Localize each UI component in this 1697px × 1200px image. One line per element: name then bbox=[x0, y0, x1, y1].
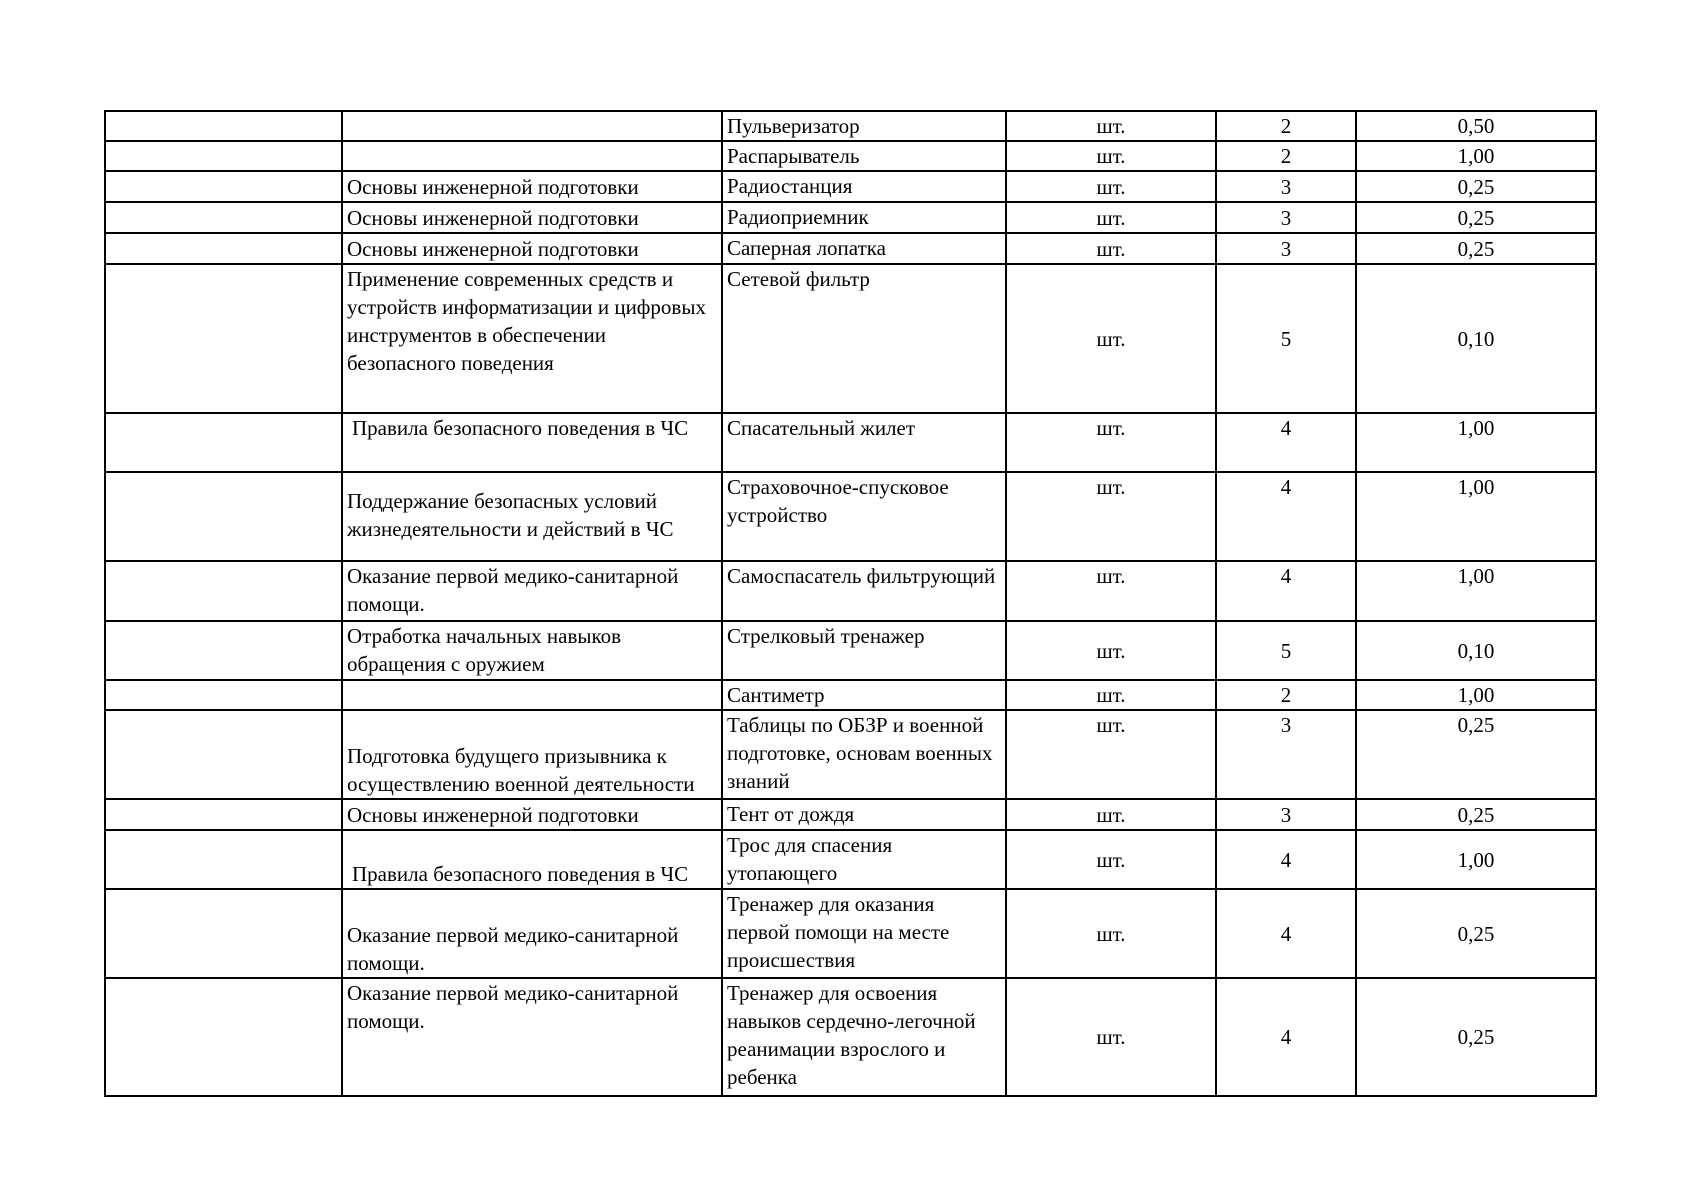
empty-cell bbox=[105, 621, 342, 680]
unit-cell: шт. bbox=[1006, 233, 1216, 264]
empty-cell bbox=[105, 710, 342, 799]
empty-cell bbox=[105, 111, 342, 141]
topic-cell: Отработка начальных навыков обращения с оружием bbox=[342, 621, 722, 680]
unit-cell: шт. bbox=[1006, 680, 1216, 710]
empty-cell bbox=[105, 141, 342, 171]
topic-cell: Основы инженерной подготовки bbox=[342, 799, 722, 830]
quantity-cell: 2 bbox=[1216, 141, 1356, 171]
empty-cell bbox=[105, 889, 342, 978]
item-name-cell: Сетевой фильтр bbox=[722, 264, 1006, 413]
item-name-cell: Распарыватель bbox=[722, 141, 1006, 171]
unit-cell: шт. bbox=[1006, 978, 1216, 1096]
table-row bbox=[105, 413, 1596, 472]
coefficient-cell: 1,00 bbox=[1356, 413, 1596, 472]
topic-cell bbox=[342, 111, 722, 141]
table-row bbox=[105, 202, 1596, 233]
quantity-cell: 4 bbox=[1216, 830, 1356, 889]
table-row bbox=[105, 111, 1596, 141]
coefficient-cell: 0,50 bbox=[1356, 111, 1596, 141]
item-name-cell: Саперная лопатка bbox=[722, 233, 1006, 264]
item-name-cell: Тренажер для оказания первой помощи на месте происшествия bbox=[722, 889, 1006, 978]
coefficient-cell: 1,00 bbox=[1356, 830, 1596, 889]
coefficient-cell: 0,25 bbox=[1356, 889, 1596, 978]
coefficient-cell: 1,00 bbox=[1356, 561, 1596, 621]
item-name-cell: Страховочное-спусковое устройство bbox=[722, 472, 1006, 561]
item-name-cell: Тренажер для освоения навыков сердечно-легочной реанимации взрослого и ребенка bbox=[722, 978, 1006, 1096]
topic-cell: Правила безопасного поведения в ЧС bbox=[342, 413, 722, 472]
quantity-cell: 2 bbox=[1216, 680, 1356, 710]
unit-cell: шт. bbox=[1006, 561, 1216, 621]
item-name-cell: Таблицы по ОБЗР и военной подготовке, основам военных знаний bbox=[722, 710, 1006, 799]
table-row bbox=[105, 472, 1596, 561]
item-name-cell: Радиостанция bbox=[722, 171, 1006, 202]
quantity-cell: 2 bbox=[1216, 111, 1356, 141]
table-row bbox=[105, 171, 1596, 202]
topic-cell: Правила безопасного поведения в ЧС bbox=[342, 830, 722, 889]
unit-cell: шт. bbox=[1006, 202, 1216, 233]
empty-cell bbox=[105, 680, 342, 710]
empty-cell bbox=[105, 830, 342, 889]
item-name-cell: Тент от дождя bbox=[722, 799, 1006, 830]
unit-cell: шт. bbox=[1006, 830, 1216, 889]
topic-cell: Поддержание безопасных условий жизнедеятельности и действий в ЧС bbox=[342, 472, 722, 561]
topic-cell: Применение современных средств и устройств информатизации и цифровых инструментов в обеспечении безопасного поведения bbox=[342, 264, 722, 413]
table-row bbox=[105, 799, 1596, 830]
equipment-table bbox=[104, 110, 1597, 1097]
coefficient-cell: 0,25 bbox=[1356, 710, 1596, 799]
coefficient-cell: 0,25 bbox=[1356, 202, 1596, 233]
coefficient-cell: 1,00 bbox=[1356, 141, 1596, 171]
item-name-cell: Сантиметр bbox=[722, 680, 1006, 710]
quantity-cell: 5 bbox=[1216, 621, 1356, 680]
quantity-cell: 3 bbox=[1216, 233, 1356, 264]
unit-cell: шт. bbox=[1006, 799, 1216, 830]
coefficient-cell: 0,10 bbox=[1356, 621, 1596, 680]
topic-cell bbox=[342, 141, 722, 171]
coefficient-cell: 0,10 bbox=[1356, 264, 1596, 413]
item-name-cell: Пульверизатор bbox=[722, 111, 1006, 141]
coefficient-cell: 0,25 bbox=[1356, 978, 1596, 1096]
empty-cell bbox=[105, 264, 342, 413]
table-row bbox=[105, 978, 1596, 1096]
item-name-cell: Трос для спасения утопающего bbox=[722, 830, 1006, 889]
coefficient-cell: 1,00 bbox=[1356, 680, 1596, 710]
table-row bbox=[105, 141, 1596, 171]
empty-cell bbox=[105, 799, 342, 830]
unit-cell: шт. bbox=[1006, 889, 1216, 978]
item-name-cell: Радиоприемник bbox=[722, 202, 1006, 233]
item-name-cell: Спасательный жилет bbox=[722, 413, 1006, 472]
unit-cell: шт. bbox=[1006, 141, 1216, 171]
topic-cell bbox=[342, 680, 722, 710]
unit-cell: шт. bbox=[1006, 111, 1216, 141]
unit-cell: шт. bbox=[1006, 264, 1216, 413]
unit-cell: шт. bbox=[1006, 472, 1216, 561]
table-row bbox=[105, 233, 1596, 264]
topic-cell: Оказание первой медико-санитарной помощи. bbox=[342, 889, 722, 978]
quantity-cell: 3 bbox=[1216, 710, 1356, 799]
coefficient-cell: 0,25 bbox=[1356, 799, 1596, 830]
topic-cell: Основы инженерной подготовки bbox=[342, 171, 722, 202]
coefficient-cell: 0,25 bbox=[1356, 233, 1596, 264]
topic-cell: Основы инженерной подготовки bbox=[342, 233, 722, 264]
quantity-cell: 3 bbox=[1216, 202, 1356, 233]
quantity-cell: 4 bbox=[1216, 413, 1356, 472]
unit-cell: шт. bbox=[1006, 171, 1216, 202]
quantity-cell: 4 bbox=[1216, 472, 1356, 561]
empty-cell bbox=[105, 171, 342, 202]
table-row bbox=[105, 680, 1596, 710]
unit-cell: шт. bbox=[1006, 413, 1216, 472]
unit-cell: шт. bbox=[1006, 621, 1216, 680]
topic-cell: Основы инженерной подготовки bbox=[342, 202, 722, 233]
table-row bbox=[105, 621, 1596, 680]
topic-cell: Оказание первой медико-санитарной помощи. bbox=[342, 561, 722, 621]
quantity-cell: 4 bbox=[1216, 978, 1356, 1096]
unit-cell: шт. bbox=[1006, 710, 1216, 799]
topic-cell: Подготовка будущего призывника к осуществлению военной деятельности bbox=[342, 710, 722, 799]
empty-cell bbox=[105, 978, 342, 1096]
item-name-cell: Самоспасатель фильтрующий bbox=[722, 561, 1006, 621]
table-row bbox=[105, 830, 1596, 889]
item-name-cell: Стрелковый тренажер bbox=[722, 621, 1006, 680]
quantity-cell: 5 bbox=[1216, 264, 1356, 413]
quantity-cell: 3 bbox=[1216, 171, 1356, 202]
empty-cell bbox=[105, 413, 342, 472]
empty-cell bbox=[105, 202, 342, 233]
empty-cell bbox=[105, 472, 342, 561]
coefficient-cell: 0,25 bbox=[1356, 171, 1596, 202]
table-row bbox=[105, 561, 1596, 621]
quantity-cell: 3 bbox=[1216, 799, 1356, 830]
empty-cell bbox=[105, 561, 342, 621]
empty-cell bbox=[105, 233, 342, 264]
table-row bbox=[105, 710, 1596, 799]
coefficient-cell: 1,00 bbox=[1356, 472, 1596, 561]
quantity-cell: 4 bbox=[1216, 889, 1356, 978]
quantity-cell: 4 bbox=[1216, 561, 1356, 621]
table-row bbox=[105, 889, 1596, 978]
table-row bbox=[105, 264, 1596, 413]
topic-cell: Оказание первой медико-санитарной помощи. bbox=[342, 978, 722, 1096]
